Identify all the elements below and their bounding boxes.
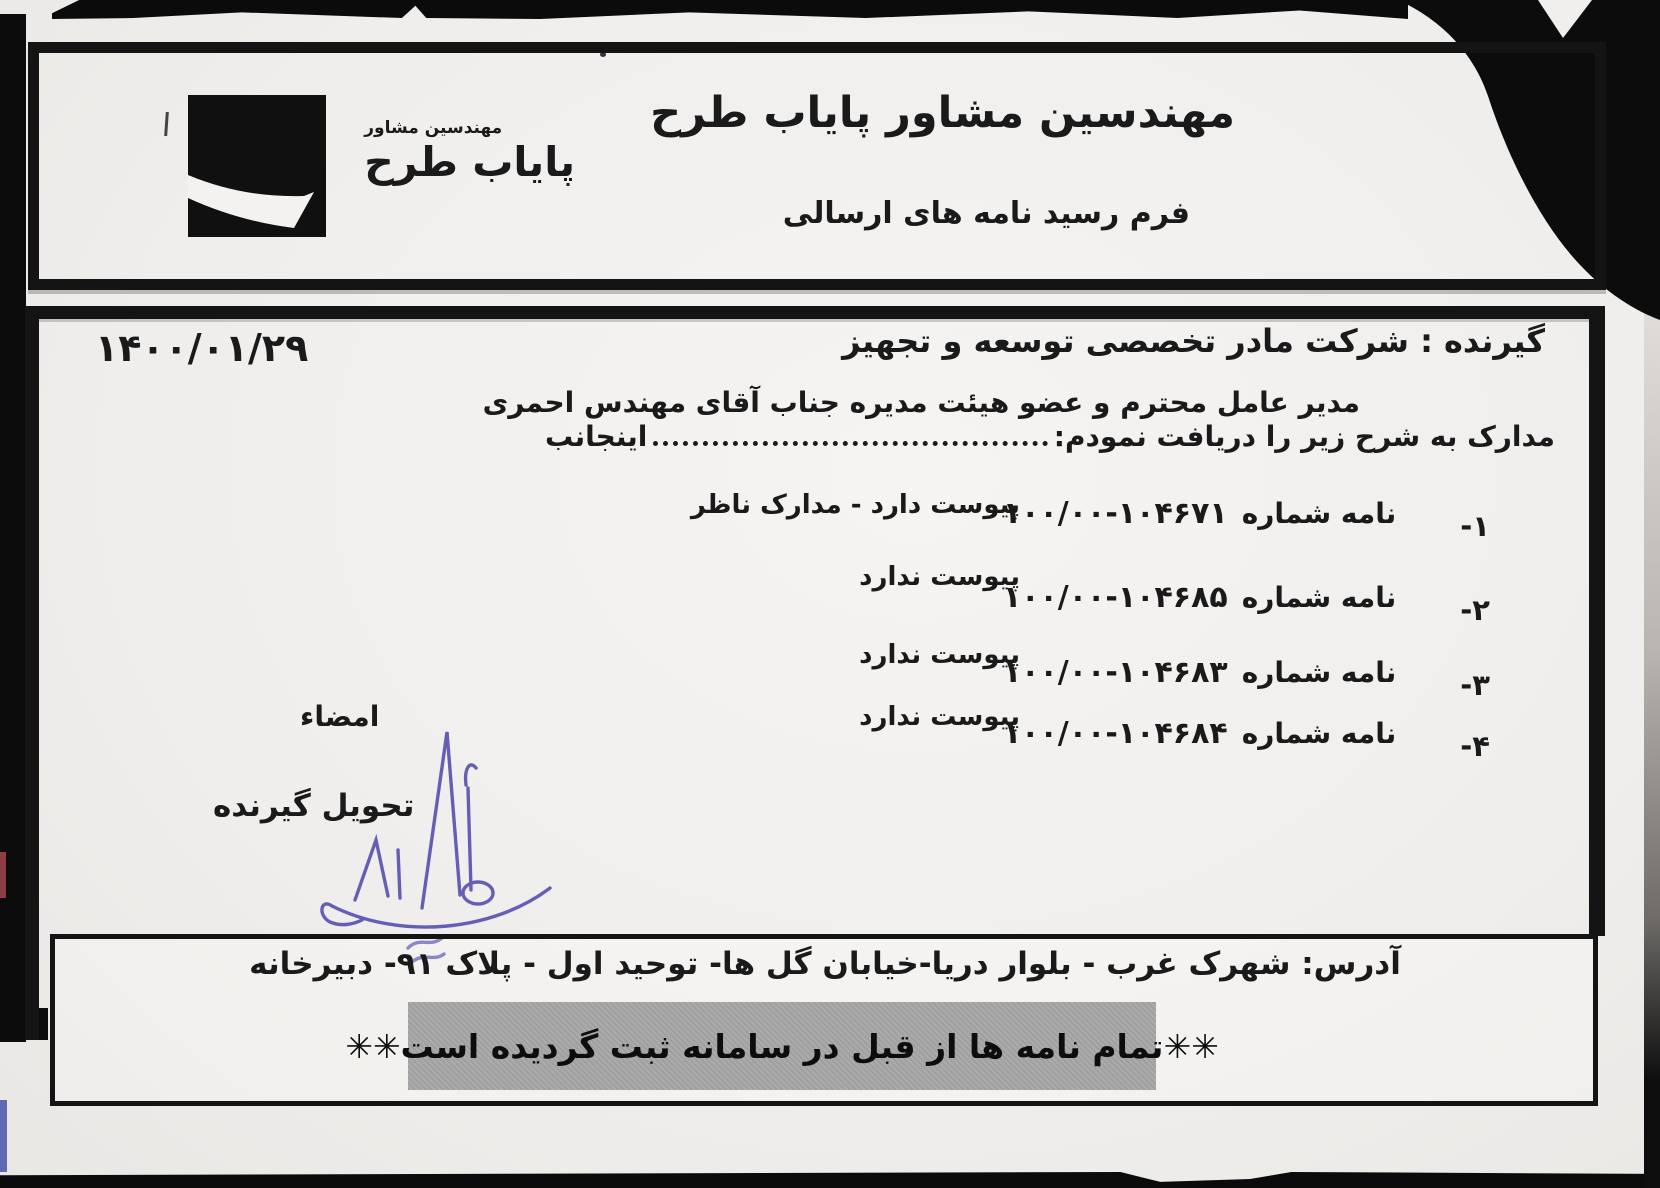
- attachment-note: پیوست دارد - مدارک ناظر: [690, 490, 1020, 520]
- recipient-line: گیرنده : شرکت مادر تخصصی توسعه و تجهیز: [842, 322, 1545, 360]
- attachment-note: پیوست ندارد: [859, 562, 1020, 592]
- letter-label: نامه شماره: [1241, 581, 1397, 614]
- scanner-color-fringe-red: [0, 852, 6, 898]
- content-frame-top: [25, 306, 1605, 319]
- address-line: آدرس: شهرک غرب - بلوار دریا-خیابان گل ها- توحید اول - پلاک ۹۱- دبیرخانه: [249, 946, 1401, 982]
- content-frame-left: [25, 306, 39, 1040]
- letter-number: ۱۰۰/۰۰-۱۰۴۶۸۴: [1002, 716, 1228, 751]
- date-value: ۱۴۰۰/۰۱/۲۹: [95, 326, 309, 370]
- letter-row: [1002, 655, 1490, 702]
- row-marker: -۱: [1460, 509, 1490, 543]
- statement-line: [545, 420, 1555, 453]
- addressee-line: مدیر عامل محترم و عضو هیئت مدیره جناب آقای مهندس احمری: [482, 386, 1360, 419]
- letter-number: ۱۰۰/۰۰-۱۰۴۶۷۱: [1002, 496, 1228, 531]
- letter-number: ۱۰۰/۰۰-۱۰۴۶۸۵: [1002, 580, 1228, 615]
- row-marker: -۲: [1460, 593, 1490, 627]
- logo-large-text: پایاب طرح: [364, 138, 575, 186]
- letter-label: نامه شماره: [1241, 717, 1397, 750]
- fill-in-dotted-line: [653, 441, 1047, 446]
- letter-number: ۱۰۰/۰۰-۱۰۴۶۸۳: [1002, 655, 1228, 690]
- logo-swoosh-icon: [188, 95, 326, 237]
- form-subtitle: فرم رسید نامه های ارسالی: [782, 196, 1190, 231]
- scan-edge-right: [1644, 290, 1660, 1188]
- logo-wordmark: [364, 118, 575, 184]
- notice-highlight-bar: [345, 1002, 1219, 1090]
- scan-edge-bottom: [0, 1172, 1660, 1188]
- letter-row: [1002, 496, 1490, 543]
- letter-row: [1002, 580, 1490, 627]
- letter-row: [1002, 716, 1490, 763]
- statement-prefix: اینجانب: [545, 420, 648, 453]
- scan-edge-top: [52, 0, 1408, 19]
- letter-label: نامه شماره: [1241, 497, 1397, 530]
- scanner-color-fringe-blue: [0, 1100, 7, 1172]
- row-marker: -۳: [1460, 668, 1490, 702]
- row-marker: -۴: [1460, 729, 1490, 763]
- letter-label: نامه شماره: [1241, 656, 1397, 689]
- company-logo: [188, 95, 326, 237]
- statement-suffix: مدارک به شرح زیر را دریافت نمودم:: [1053, 420, 1555, 453]
- signature-label: امضاء: [300, 700, 380, 733]
- attachment-note: پیوست ندارد: [859, 640, 1020, 670]
- attachment-note: پیوست ندارد: [859, 702, 1020, 732]
- company-title: مهندسین مشاور پایاب طرح: [650, 88, 1235, 138]
- receiver-label: تحویل گیرنده: [213, 788, 415, 824]
- content-frame-right: [1589, 306, 1605, 936]
- logo-small-text: مهندسین مشاور: [364, 118, 503, 138]
- notice-text: ✳✳تمام نامه ها از قبل در سامانه ثبت گردیده است✳✳: [345, 1026, 1219, 1066]
